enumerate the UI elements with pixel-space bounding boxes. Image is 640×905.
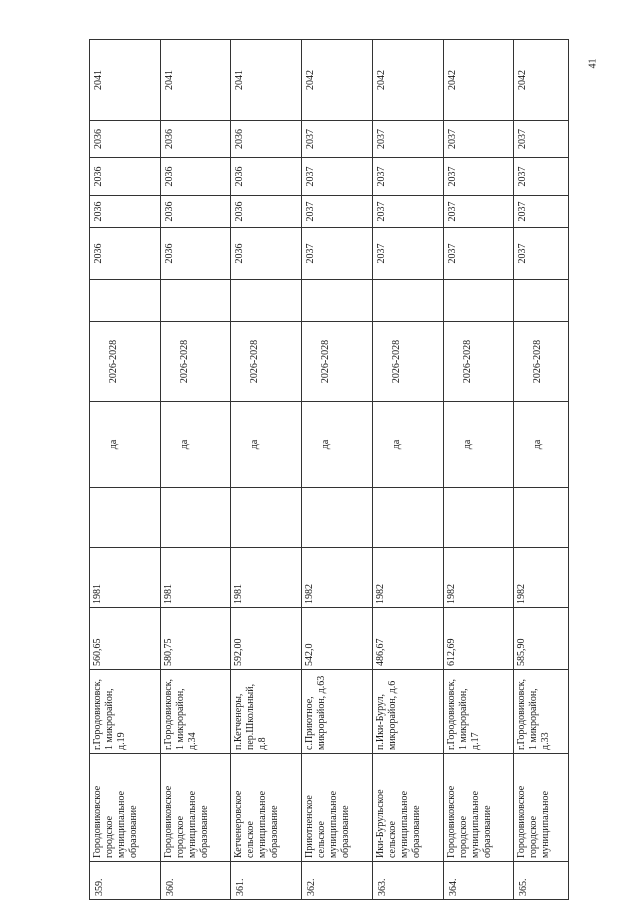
year-cell-3: 2037 xyxy=(443,158,514,196)
year-cell-3: 2036 xyxy=(90,158,161,196)
year-cell-5: 2041 xyxy=(231,40,302,121)
year-cell-1: 2036 xyxy=(160,228,231,280)
row-number: 365. xyxy=(514,862,569,900)
empty-cell xyxy=(372,280,443,322)
row-number: 359. xyxy=(90,862,161,900)
year-built-cell: 1981 xyxy=(90,548,161,608)
row-number: 360. xyxy=(160,862,231,900)
municipality-cell: Ики-Бурульское сельское муниципальное образование xyxy=(372,754,443,862)
flag-cell: да xyxy=(372,402,443,488)
address-cell: г.Городовиковск, 1 микрорайон, д.33 xyxy=(514,670,569,754)
empty-cell xyxy=(514,280,569,322)
year-cell-3: 2037 xyxy=(372,158,443,196)
municipality-cell: Кетченеровское сельское муниципальное образование xyxy=(231,754,302,862)
area-cell: 560,65 xyxy=(90,608,161,670)
empty-cell xyxy=(372,488,443,548)
year-cell-2: 2037 xyxy=(372,196,443,228)
year-cell-1: 2037 xyxy=(443,228,514,280)
year-built-cell: 1982 xyxy=(302,548,373,608)
municipality-cell: Приютненское сельское муниципальное образование xyxy=(302,754,373,862)
year-cell-4: 2037 xyxy=(372,121,443,158)
empty-cell xyxy=(302,488,373,548)
table-row xyxy=(443,40,514,900)
table-row xyxy=(90,40,161,900)
empty-cell xyxy=(160,280,231,322)
table-row xyxy=(514,40,569,900)
flag-cell: да xyxy=(302,402,373,488)
year-cell-1: 2036 xyxy=(90,228,161,280)
year-cell-4: 2036 xyxy=(90,121,161,158)
period-cell: 2026-2028 xyxy=(160,322,231,402)
row-number: 363. xyxy=(372,862,443,900)
year-cell-1: 2037 xyxy=(514,228,569,280)
area-cell: 486,67 xyxy=(372,608,443,670)
municipality-cell: Городовиковское городское муниципальное образование xyxy=(90,754,161,862)
empty-cell xyxy=(231,488,302,548)
area-cell: 542,0 xyxy=(302,608,373,670)
year-cell-5: 2042 xyxy=(514,40,569,121)
empty-cell xyxy=(231,280,302,322)
table-row xyxy=(160,40,231,900)
address-cell: п.Кетченеры, пер.Школьный, д.8 xyxy=(231,670,302,754)
address-cell: г.Городовиковск, 1 микрорайон, д.34 xyxy=(160,670,231,754)
row-number: 361. xyxy=(231,862,302,900)
empty-cell xyxy=(514,488,569,548)
table-row xyxy=(231,40,302,900)
year-cell-5: 2041 xyxy=(160,40,231,121)
year-cell-2: 2036 xyxy=(231,196,302,228)
area-cell: 585,90 xyxy=(514,608,569,670)
rotated-table-container xyxy=(89,40,569,900)
year-cell-4: 2037 xyxy=(443,121,514,158)
year-built-cell: 1982 xyxy=(372,548,443,608)
year-cell-4: 2036 xyxy=(160,121,231,158)
year-built-cell: 1982 xyxy=(514,548,569,608)
year-cell-3: 2037 xyxy=(514,158,569,196)
empty-cell xyxy=(160,488,231,548)
year-cell-2: 2037 xyxy=(514,196,569,228)
address-cell: г.Городовиковск, 1 микрорайон, д.17 xyxy=(443,670,514,754)
year-built-cell: 1981 xyxy=(160,548,231,608)
year-cell-5: 2041 xyxy=(90,40,161,121)
row-number: 364. xyxy=(443,862,514,900)
area-cell: 580,75 xyxy=(160,608,231,670)
year-cell-5: 2042 xyxy=(302,40,373,121)
table-row xyxy=(372,40,443,900)
municipality-cell: Городовиковское городское муниципальное образование xyxy=(443,754,514,862)
empty-cell xyxy=(302,280,373,322)
year-cell-4: 2036 xyxy=(231,121,302,158)
flag-cell: да xyxy=(514,402,569,488)
year-built-cell: 1982 xyxy=(443,548,514,608)
year-cell-4: 2037 xyxy=(302,121,373,158)
flag-cell: да xyxy=(90,402,161,488)
municipality-cell: Городовиковское городское муниципальное xyxy=(514,754,569,862)
page-number: 41 xyxy=(587,58,599,69)
empty-cell xyxy=(443,488,514,548)
year-cell-1: 2037 xyxy=(302,228,373,280)
period-cell: 2026-2028 xyxy=(514,322,569,402)
year-cell-2: 2036 xyxy=(90,196,161,228)
year-cell-3: 2036 xyxy=(160,158,231,196)
year-cell-1: 2037 xyxy=(372,228,443,280)
table-body xyxy=(90,40,569,900)
area-cell: 592,00 xyxy=(231,608,302,670)
empty-cell xyxy=(90,488,161,548)
flag-cell: да xyxy=(160,402,231,488)
flag-cell: да xyxy=(443,402,514,488)
year-cell-3: 2037 xyxy=(302,158,373,196)
period-cell: 2026-2028 xyxy=(90,322,161,402)
address-cell: с.Приютное, микрорайон, д.63 xyxy=(302,670,373,754)
year-cell-2: 2037 xyxy=(443,196,514,228)
year-cell-5: 2042 xyxy=(372,40,443,121)
row-number: 362. xyxy=(302,862,373,900)
period-cell: 2026-2028 xyxy=(231,322,302,402)
period-cell: 2026-2028 xyxy=(302,322,373,402)
flag-cell: да xyxy=(231,402,302,488)
municipality-cell: Городовиковское городское муниципальное образование xyxy=(160,754,231,862)
year-cell-2: 2037 xyxy=(302,196,373,228)
period-cell: 2026-2028 xyxy=(443,322,514,402)
year-cell-2: 2036 xyxy=(160,196,231,228)
year-cell-5: 2042 xyxy=(443,40,514,121)
area-cell: 612,69 xyxy=(443,608,514,670)
address-cell: г.Городовиковск, 1 микрорайон, д.19 xyxy=(90,670,161,754)
empty-cell xyxy=(443,280,514,322)
year-cell-4: 2037 xyxy=(514,121,569,158)
housing-table xyxy=(89,39,569,900)
period-cell: 2026-2028 xyxy=(372,322,443,402)
empty-cell xyxy=(90,280,161,322)
table-row xyxy=(302,40,373,900)
year-cell-3: 2036 xyxy=(231,158,302,196)
year-cell-1: 2036 xyxy=(231,228,302,280)
year-built-cell: 1981 xyxy=(231,548,302,608)
address-cell: п.Ики-Бурул, микрорайон, д.6 xyxy=(372,670,443,754)
